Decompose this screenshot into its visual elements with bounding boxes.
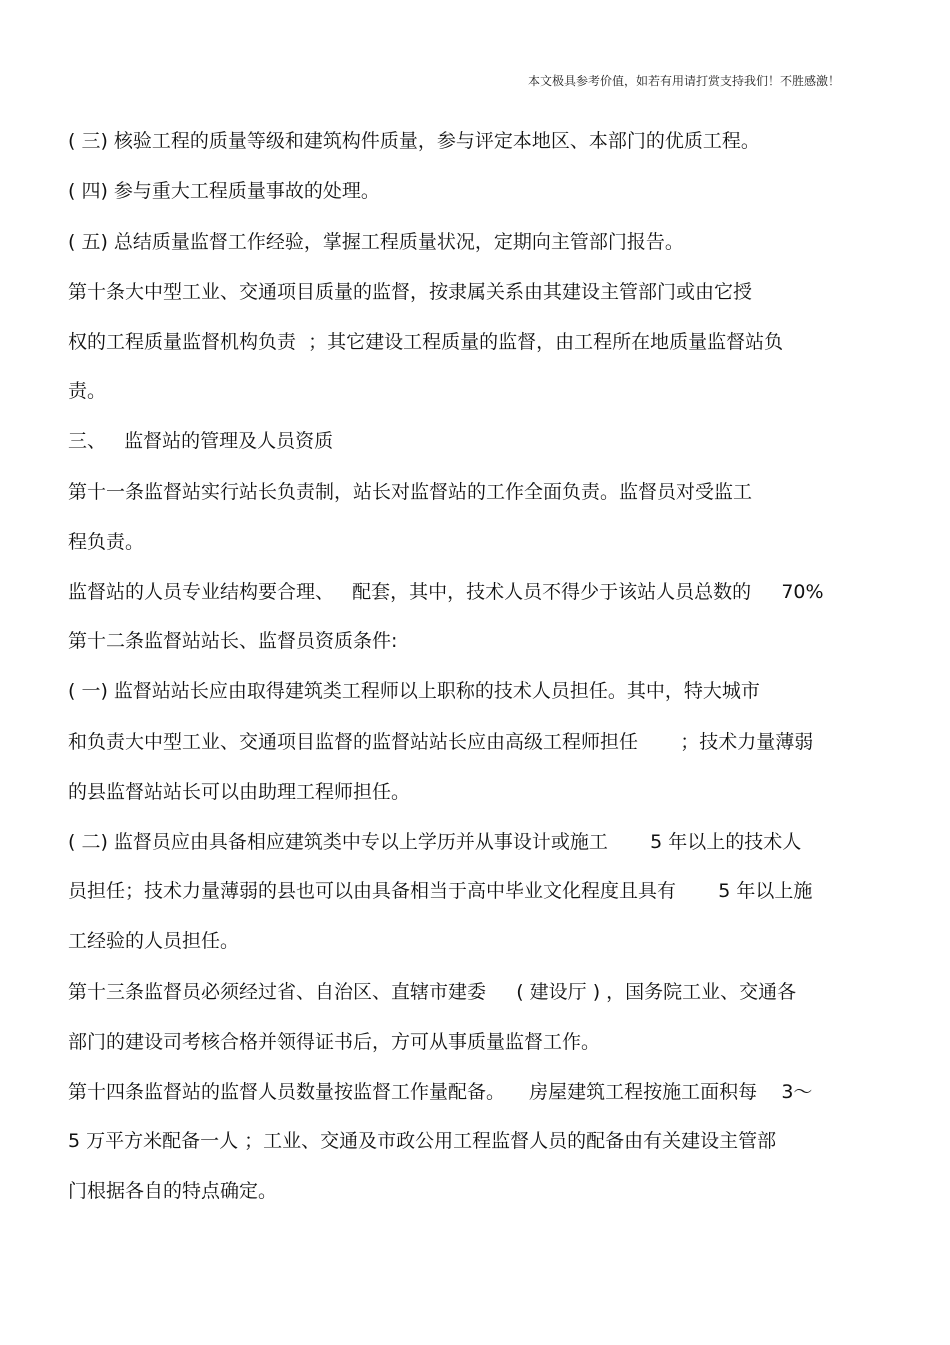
paragraph-line: 第十三条监督员必须经过省、自治区、直辖市建委 ( 建设厅 ) ，国务院工业、交通各: [68, 981, 797, 1003]
paragraph-line: 门根据各自的特点确定。: [68, 1180, 278, 1202]
paragraph-line: 第十四条监督站的监督人员数量按监督工作量配备。 房屋建筑工程按施工面积每 3～: [68, 1081, 813, 1103]
paragraph-line: 第十二条监督站站长、监督员资质条件:: [68, 630, 398, 652]
paragraph-line: ( 四) 参与重大工程质量事故的处理。: [68, 180, 380, 202]
paragraph-line: 监督站的人员专业结构要合理、 配套，其中，技术人员不得少于该站人员总数的 70%: [68, 581, 824, 603]
header-note: 本文极具参考价值，如若有用请打赏支持我们！不胜感激！: [527, 74, 840, 88]
paragraph-line: 责。: [68, 380, 107, 402]
section-heading: 三、 监督站的管理及人员资质: [68, 430, 334, 452]
paragraph-line: 权的工程质量监督机构负责 ；其它建设工程质量的监督，由工程所在地质量监督站负: [68, 331, 784, 353]
paragraph-line: 5 万平方米配备一人 ；工业、交通及市政公用工程监督人员的配备由有关建设主管部: [68, 1130, 777, 1152]
paragraph-line: 员担任；技术力量薄弱的县也可以由具备相当于高中毕业文化程度且具有 5 年以上施: [68, 880, 813, 902]
paragraph-line: 第十一条监督站实行站长负责制，站长对监督站的工作全面负责。监督员对受监工: [68, 481, 753, 503]
paragraph-line: ( 一) 监督站站长应由取得建筑类工程师以上职称的技术人员担任。其中，特大城市: [68, 680, 760, 702]
paragraph-line: 第十条大中型工业、交通项目质量的监督，按隶属关系由其建设主管部门或由它授: [68, 281, 753, 303]
paragraph-line: ( 二) 监督员应由具备相应建筑类中专以上学历并从事设计或施工 5 年以上的技术人: [68, 831, 802, 853]
paragraph-line: 和负责大中型工业、交通项目监督的监督站站长应由高级工程师担任 ；技术力量薄弱: [68, 731, 814, 753]
paragraph-line: 工经验的人员担任。: [68, 930, 240, 952]
paragraph-line: 部门的建设司考核合格并领得证书后，方可从事质量监督工作。: [68, 1031, 601, 1053]
paragraph-line: 的县监督站站长可以由助理工程师担任。: [68, 781, 411, 803]
paragraph-line: 程负责。: [68, 531, 145, 553]
paragraph-line: ( 五) 总结质量监督工作经验，掌握工程质量状况，定期向主管部门报告。: [68, 231, 684, 253]
paragraph-line: ( 三) 核验工程的质量等级和建筑构件质量，参与评定本地区、本部门的优质工程。: [68, 130, 760, 152]
